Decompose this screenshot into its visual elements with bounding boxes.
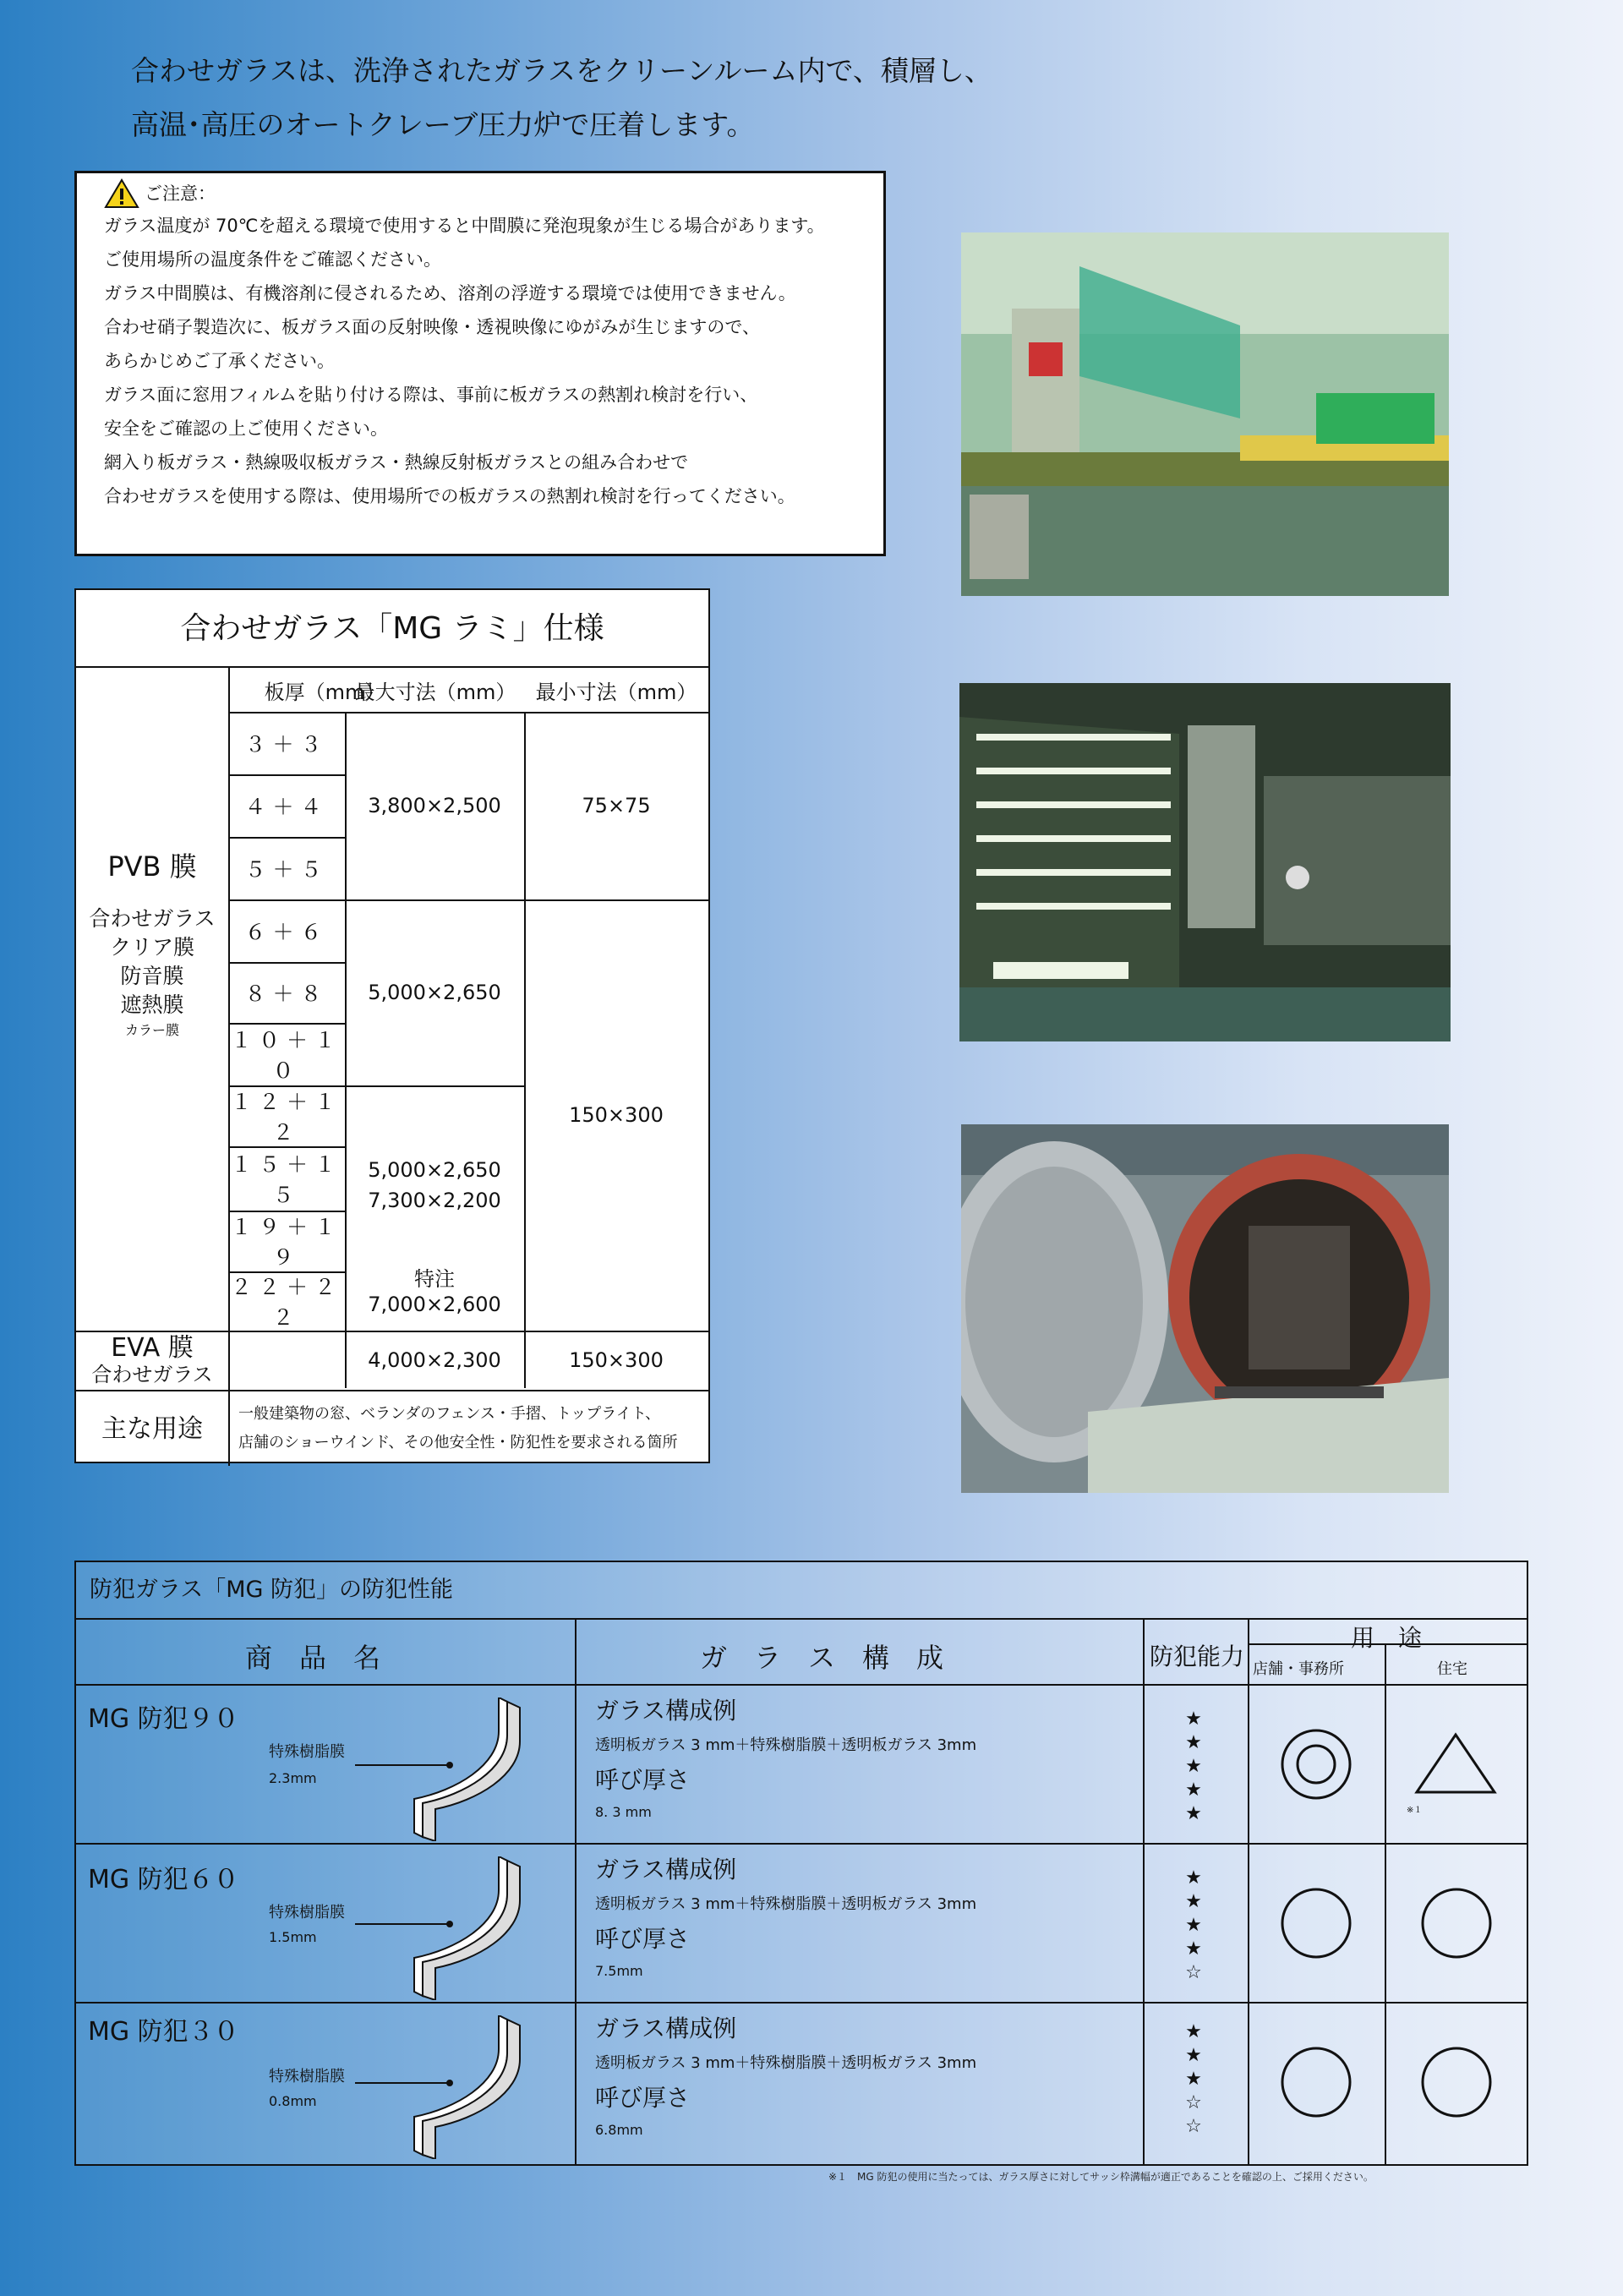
- divider: [1385, 1643, 1386, 2164]
- thickness-cell: １０＋１０: [230, 1028, 342, 1083]
- rating-stars: [1177, 2020, 1210, 2139]
- col-rating: 防犯能力: [1150, 1643, 1245, 1670]
- resin-thickness: 0.8mm: [269, 2093, 317, 2109]
- thickness-cell: １２＋１２: [230, 1090, 342, 1145]
- example-label: ガラス構成例: [595, 2014, 737, 2042]
- star-empty-icon: ☆: [1185, 2092, 1202, 2113]
- product-name: MG 防犯６０: [88, 1865, 239, 1894]
- caution-line: ガラス面に窓用フィルムを貼り付ける際は、事前に板ガラスの熱割れ検討を行い、: [104, 385, 758, 405]
- resin-label: 特殊樹脂膜: [269, 1743, 345, 1761]
- nominal-value: 6.8mm: [595, 2122, 643, 2138]
- max-size-3c: 特注: [414, 1267, 455, 1291]
- warning-icon: [104, 178, 139, 209]
- example-label: ガラス構成例: [595, 1856, 737, 1883]
- thickness-cell: １５＋１５: [230, 1152, 342, 1207]
- nominal-value: 8. 3 mm: [595, 1804, 652, 1820]
- max-size-3b: 7,300×2,200: [368, 1189, 501, 1212]
- col-shop: 店舗・事務所: [1253, 1660, 1344, 1678]
- thickness-cell: ６＋６: [244, 920, 329, 944]
- caution-line: ガラス温度が 70℃を超える環境で使用すると中間膜に発泡現象が生じる場合があります。: [104, 216, 825, 236]
- col-glass: ガ ラ ス 構 成: [700, 1642, 944, 1674]
- nominal-label: 呼び厚さ: [595, 1766, 691, 1794]
- max-size-3d: 7,000×2,600: [368, 1293, 501, 1316]
- nominal-label: 呼び厚さ: [595, 2084, 691, 2112]
- caution-line: 合わせ硝子製造次に、板ガラス面の反射映像・透視映像にゆがみが生じますので、: [104, 317, 760, 337]
- star-filled-icon: ★: [1185, 1938, 1202, 1960]
- star-filled-icon: ★: [1185, 1803, 1202, 1824]
- rating-stars: [1177, 1867, 1210, 1985]
- star-filled-icon: ★: [1185, 1891, 1202, 1912]
- star-filled-icon: ★: [1185, 2021, 1202, 2042]
- caution-line: ガラス中間膜は、有機溶剤に侵されるため、溶剤の浮遊する環境では使用できません。: [104, 283, 796, 303]
- divider: [76, 1684, 1527, 1686]
- max-size-custom: [345, 1266, 524, 1317]
- example-composition: 透明板ガラス 3 mm＋特殊樹脂膜＋透明板ガラス 3mm: [595, 1736, 977, 1754]
- thickness-cell: ３＋３: [244, 732, 329, 757]
- resin-thickness: 1.5mm: [269, 1929, 317, 1945]
- circle-icon: [1420, 2046, 1493, 2118]
- thickness-cell: ５＋５: [244, 857, 329, 882]
- caution-box: [74, 171, 886, 556]
- glass-section-icon: [355, 1697, 558, 1841]
- spec-header-min: 最小寸法（mm）: [535, 680, 697, 704]
- max-size-3: [345, 1155, 524, 1216]
- pvb-label: PVB 膜: [107, 850, 197, 883]
- col-home: 住宅: [1437, 1660, 1467, 1678]
- star-filled-icon: ★: [1185, 1732, 1202, 1753]
- rating-stars: [1177, 1708, 1210, 1826]
- example-composition: 透明板ガラス 3 mm＋特殊樹脂膜＋透明板ガラス 3mm: [595, 2054, 977, 2072]
- pvb-type: 遮熱膜: [120, 992, 184, 1017]
- home-note: ※１: [1407, 1806, 1423, 1815]
- divider: [1248, 1618, 1249, 2164]
- intro-line-2: 高温･高圧のオートクレーブ圧力炉で圧着します。: [131, 108, 755, 141]
- caution-line: ご使用場所の温度条件をご確認ください。: [104, 249, 441, 270]
- star-filled-icon: ★: [1185, 1756, 1202, 1777]
- pvb-types: [76, 905, 228, 1041]
- star-empty-icon: ☆: [1185, 1962, 1202, 1983]
- eva-min: 150×300: [569, 1348, 664, 1372]
- thickness-cell: ８＋８: [244, 981, 329, 1006]
- pvb-type: クリア膜: [109, 935, 194, 959]
- eva-max: 4,000×2,300: [368, 1348, 501, 1372]
- resin-thickness: 2.3mm: [269, 1770, 317, 1786]
- divider: [76, 2002, 1527, 2004]
- thickness-cell: ２２＋２２: [230, 1275, 342, 1330]
- intro-text: [131, 44, 992, 152]
- footnote: ※１ MG 防犯の使用に当たっては、ガラス厚さに対してサッシ枠溝幅が適正であることを確認の上、ご採用ください。: [828, 2171, 1374, 2183]
- pvb-type: 防音膜: [120, 964, 184, 988]
- pvb-color: カラー膜: [124, 1022, 179, 1038]
- photo-clean-room: [961, 232, 1449, 596]
- spec-header-max: 最大寸法（mm）: [354, 680, 516, 704]
- star-filled-icon: ★: [1185, 1779, 1202, 1801]
- divider: [1143, 1618, 1145, 2164]
- star-filled-icon: ★: [1185, 1867, 1202, 1889]
- resin-label: 特殊樹脂膜: [269, 1904, 345, 1922]
- glass-section-icon: [355, 1856, 558, 2000]
- use-line: 一般建築物の窓、ベランダのフェンス・手摺、トップライト、: [238, 1405, 661, 1423]
- circle-icon: [1280, 1887, 1352, 1960]
- col-product: 商 品 名: [245, 1642, 381, 1674]
- caution-line: 合わせガラスを使用する際は、使用場所での板ガラスの熱割れ検討を行ってください。: [104, 486, 795, 506]
- use-line: 店舗のショーウインド、その他安全性・防犯性を要求される箇所: [238, 1434, 678, 1451]
- security-table: [74, 1561, 1528, 2166]
- spec-title: 合わせガラス「MG ラミ」仕様: [76, 590, 708, 668]
- star-filled-icon: ★: [1185, 2069, 1202, 2090]
- triangle-icon: [1413, 1731, 1498, 1796]
- glass-section-icon: [355, 2015, 558, 2159]
- eva-sub: 合わせガラス: [91, 1363, 213, 1386]
- photo-autoclave: [961, 1124, 1449, 1493]
- security-title: 防犯ガラス「MG 防犯」の防犯性能: [90, 1577, 453, 1603]
- circle-icon: [1280, 2046, 1352, 2118]
- product-name: MG 防犯９０: [88, 1704, 239, 1734]
- star-filled-icon: ★: [1185, 1915, 1202, 1936]
- spec-header-thickness: 板厚（mm）: [264, 680, 385, 704]
- max-size-2: 5,000×2,650: [368, 981, 501, 1004]
- intro-line-1: 合わせガラスは、洗浄されたガラスをクリーンルーム内で、積層し、: [131, 54, 992, 87]
- caution-title: ご注意：: [145, 183, 216, 204]
- spec-table: [74, 588, 710, 1463]
- product-name: MG 防犯３０: [88, 2017, 239, 2047]
- divider: [575, 1618, 577, 2164]
- star-filled-icon: ★: [1185, 1708, 1202, 1730]
- example-label: ガラス構成例: [595, 1697, 737, 1725]
- circle-icon: [1420, 1887, 1493, 1960]
- example-composition: 透明板ガラス 3 mm＋特殊樹脂膜＋透明板ガラス 3mm: [595, 1895, 977, 1913]
- caution-line: あらかじめご了承ください。: [104, 351, 335, 371]
- star-filled-icon: ★: [1185, 2045, 1202, 2066]
- use-label: 主な用途: [101, 1414, 203, 1444]
- nominal-label: 呼び厚さ: [595, 1925, 691, 1953]
- star-empty-icon: ☆: [1185, 2116, 1202, 2137]
- divider: [76, 1843, 1527, 1845]
- max-size-3a: 5,000×2,650: [368, 1158, 501, 1182]
- max-size-1: 3,800×2,500: [368, 794, 501, 817]
- thickness-cell: ４＋４: [244, 795, 329, 819]
- double-circle-icon: [1280, 1728, 1352, 1801]
- caution-header: [104, 178, 856, 209]
- eva-label: EVA 膜: [111, 1333, 194, 1363]
- eva-label-block: [76, 1334, 228, 1386]
- col-use: 用 途: [1351, 1624, 1423, 1652]
- thickness-cell: １９＋１９: [230, 1215, 342, 1270]
- use-text: [238, 1400, 677, 1457]
- pvb-type: 合わせガラス: [89, 906, 216, 931]
- resin-label: 特殊樹脂膜: [269, 2068, 345, 2086]
- divider: [76, 1618, 1527, 1620]
- caution-line: 網入り板ガラス・熱線吸収板ガラス・熱線反射板ガラスとの組み合わせで: [104, 452, 689, 473]
- photo-washing-line: [959, 683, 1451, 1041]
- nominal-value: 7.5mm: [595, 1963, 643, 1979]
- min-size-1: 75×75: [582, 794, 651, 817]
- caution-line: 安全をご確認の上ご使用ください。: [104, 418, 388, 439]
- min-size-2: 150×300: [569, 1103, 664, 1127]
